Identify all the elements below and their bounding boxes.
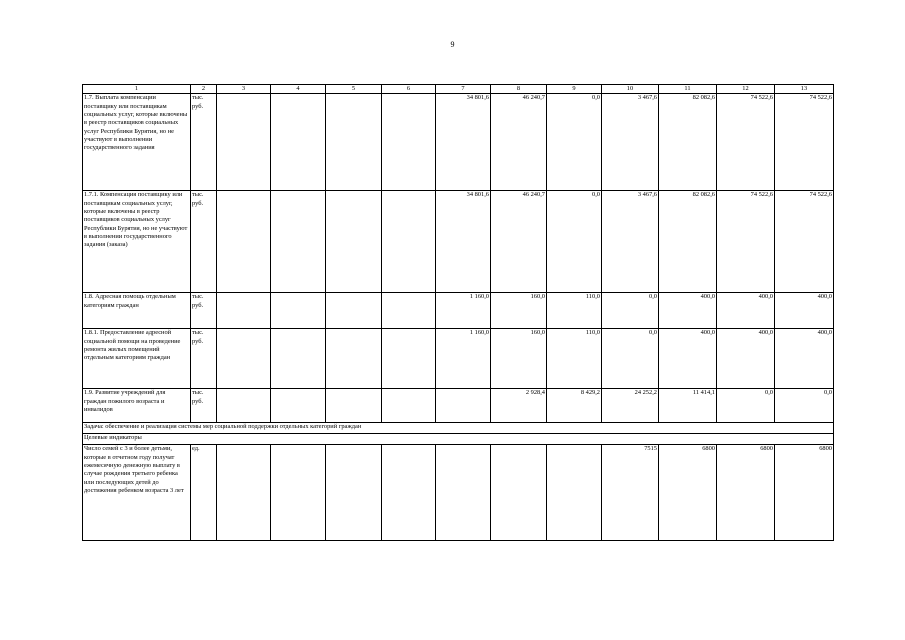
value-cell: 46 240,7 bbox=[491, 94, 547, 191]
indicator-value-cell bbox=[491, 445, 547, 541]
row-unit: тыс. руб. bbox=[191, 293, 217, 329]
indicator-value-cell bbox=[326, 445, 382, 541]
table-row bbox=[83, 293, 834, 329]
header-cell: 13 bbox=[775, 85, 834, 94]
value-cell bbox=[217, 389, 271, 423]
row-name: 1.8. Адресная помощь отдельным категориям граждан bbox=[83, 293, 191, 329]
indicator-name: Число семей с 3 и более детьми, которые в отчетном году получат ежемесячную денежную выплату в случае рождения третьего ребенка или последующих детей до достижения ребенком возраста 3 лет bbox=[83, 445, 191, 541]
table-row bbox=[83, 94, 834, 191]
value-cell bbox=[326, 191, 382, 293]
value-cell: 1 160,0 bbox=[436, 329, 491, 389]
value-cell: 160,0 bbox=[491, 329, 547, 389]
task-row bbox=[83, 423, 834, 434]
value-cell bbox=[271, 191, 326, 293]
value-cell: 0,0 bbox=[775, 389, 834, 423]
indicator-value-cell: 6800 bbox=[717, 445, 775, 541]
header-cell: 4 bbox=[271, 85, 326, 94]
value-cell: 400,0 bbox=[659, 293, 717, 329]
header-cell: 6 bbox=[382, 85, 436, 94]
page-number: 9 bbox=[450, 40, 455, 49]
value-cell: 74 522,6 bbox=[775, 94, 834, 191]
value-cell: 400,0 bbox=[775, 293, 834, 329]
row-name: 1.7. Выплата компенсации поставщику или поставщикам социальных услуг, которые включены в реестр поставщиков социальных услуг Республики Бурятия, но не участвуют в выполнении государственного задания bbox=[83, 94, 191, 191]
value-cell: 74 522,6 bbox=[775, 191, 834, 293]
value-cell: 8 429,2 bbox=[547, 389, 602, 423]
header-cell: 8 bbox=[491, 85, 547, 94]
value-cell: 400,0 bbox=[717, 329, 775, 389]
header-cell: 5 bbox=[326, 85, 382, 94]
program-table bbox=[82, 84, 834, 541]
value-cell bbox=[382, 389, 436, 423]
value-cell: 400,0 bbox=[775, 329, 834, 389]
indicator-unit: ед. bbox=[191, 445, 217, 541]
indicator-value-cell bbox=[436, 445, 491, 541]
value-cell: 110,0 bbox=[547, 293, 602, 329]
table-row bbox=[83, 389, 834, 423]
row-name: 1.7.1. Компенсация поставщику или поставщикам социальных услуг, которые включены в реестр поставщиков социальных услуг Республики Бурятия, но не участвуют в выполнении государственного задания (заказа) bbox=[83, 191, 191, 293]
value-cell: 74 522,6 bbox=[717, 191, 775, 293]
value-cell: 400,0 bbox=[717, 293, 775, 329]
value-cell bbox=[326, 329, 382, 389]
value-cell bbox=[326, 293, 382, 329]
value-cell: 110,0 bbox=[547, 329, 602, 389]
header-row bbox=[83, 85, 834, 94]
header-cell: 1 bbox=[83, 85, 191, 94]
value-cell bbox=[382, 191, 436, 293]
indicator-value-cell: 6800 bbox=[775, 445, 834, 541]
value-cell: 0,0 bbox=[547, 94, 602, 191]
value-cell: 0,0 bbox=[602, 329, 659, 389]
value-cell bbox=[326, 389, 382, 423]
value-cell bbox=[382, 329, 436, 389]
indicator-value-cell: 7515 bbox=[602, 445, 659, 541]
indicator-row bbox=[83, 445, 834, 541]
value-cell: 2 928,4 bbox=[491, 389, 547, 423]
value-cell bbox=[271, 389, 326, 423]
value-cell: 34 801,6 bbox=[436, 191, 491, 293]
value-cell: 400,0 bbox=[659, 329, 717, 389]
row-name: 1.8.1. Предоставление адресной социальной помощи на проведение ремонта жилых помещений отдельным категориям граждан bbox=[83, 329, 191, 389]
indicator-value-cell bbox=[271, 445, 326, 541]
value-cell: 1 160,0 bbox=[436, 293, 491, 329]
table-row bbox=[83, 329, 834, 389]
row-unit: тыс. руб. bbox=[191, 94, 217, 191]
value-cell bbox=[382, 293, 436, 329]
indicator-value-cell bbox=[547, 445, 602, 541]
value-cell bbox=[271, 94, 326, 191]
header-cell: 11 bbox=[659, 85, 717, 94]
row-unit: тыс. руб. bbox=[191, 329, 217, 389]
header-cell: 10 bbox=[602, 85, 659, 94]
header-cell: 3 bbox=[217, 85, 271, 94]
value-cell: 3 467,6 bbox=[602, 94, 659, 191]
indicator-value-cell: 6800 bbox=[659, 445, 717, 541]
table-row bbox=[83, 191, 834, 293]
value-cell bbox=[217, 191, 271, 293]
header-cell: 9 bbox=[547, 85, 602, 94]
indicator-value-cell bbox=[382, 445, 436, 541]
value-cell bbox=[271, 293, 326, 329]
value-cell bbox=[217, 329, 271, 389]
indicators-row-text: Целевые индикаторы bbox=[83, 434, 834, 445]
value-cell: 24 252,2 bbox=[602, 389, 659, 423]
value-cell: 160,0 bbox=[491, 293, 547, 329]
value-cell bbox=[326, 94, 382, 191]
value-cell bbox=[217, 94, 271, 191]
value-cell bbox=[382, 94, 436, 191]
value-cell: 11 414,1 bbox=[659, 389, 717, 423]
row-unit: тыс. руб. bbox=[191, 191, 217, 293]
value-cell: 74 522,6 bbox=[717, 94, 775, 191]
value-cell bbox=[436, 389, 491, 423]
row-name: 1.9. Развитие учреждений для граждан пожилого возраста и инвалидов bbox=[83, 389, 191, 423]
row-unit: тыс. руб. bbox=[191, 389, 217, 423]
value-cell: 3 467,6 bbox=[602, 191, 659, 293]
value-cell: 46 240,7 bbox=[491, 191, 547, 293]
indicators-row bbox=[83, 434, 834, 445]
header-cell: 2 bbox=[191, 85, 217, 94]
task-row-text: Задача: обеспечение и реализация системы мер социальной поддержки отдельных категорий граждан bbox=[83, 423, 834, 434]
value-cell: 0,0 bbox=[717, 389, 775, 423]
header-cell: 7 bbox=[436, 85, 491, 94]
value-cell: 82 082,6 bbox=[659, 191, 717, 293]
value-cell bbox=[271, 329, 326, 389]
table-body bbox=[83, 85, 834, 541]
header-cell: 12 bbox=[717, 85, 775, 94]
value-cell: 82 082,6 bbox=[659, 94, 717, 191]
value-cell bbox=[217, 293, 271, 329]
value-cell: 34 801,6 bbox=[436, 94, 491, 191]
value-cell: 0,0 bbox=[602, 293, 659, 329]
value-cell: 0,0 bbox=[547, 191, 602, 293]
indicator-value-cell bbox=[217, 445, 271, 541]
